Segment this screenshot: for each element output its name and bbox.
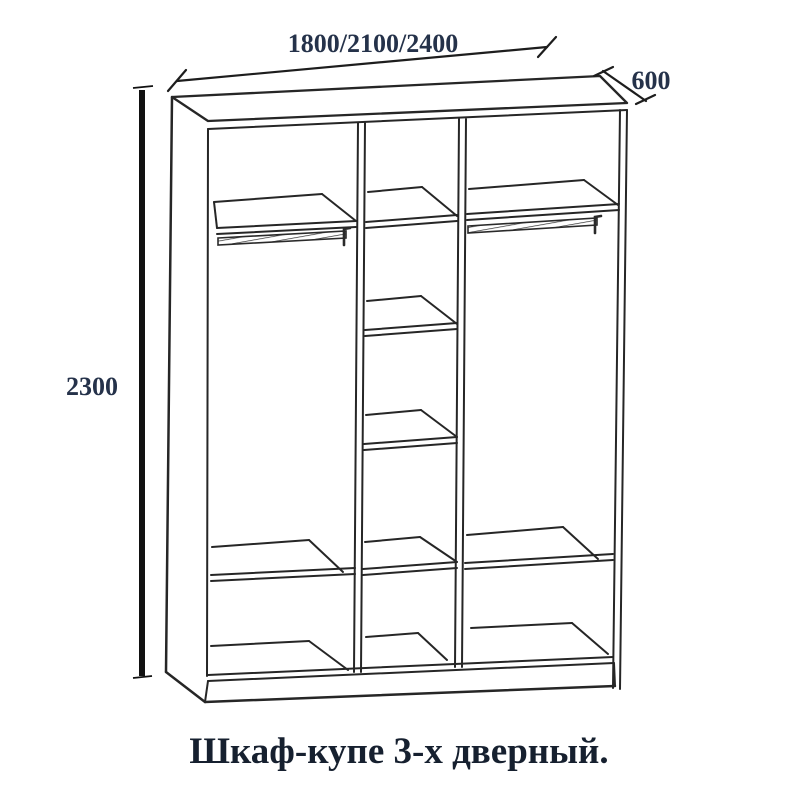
shelf-middle-1	[366, 187, 457, 228]
shelf-right-lower	[465, 527, 613, 569]
shelf-middle-3	[364, 410, 457, 450]
depth-dimension-label: 600	[631, 66, 671, 95]
plinth	[205, 657, 615, 702]
floor-middle	[366, 633, 447, 660]
left-wall	[166, 97, 208, 702]
wardrobe-drawing	[166, 76, 627, 702]
dimension-height	[66, 86, 153, 678]
top-panel	[172, 76, 627, 129]
floor-left	[211, 641, 348, 670]
shelf-left-top	[214, 194, 356, 234]
divider-left	[354, 123, 365, 672]
shelf-left-lower	[211, 540, 355, 581]
floor-right	[471, 623, 608, 654]
shelf-right-top	[467, 180, 619, 220]
shelf-middle-2	[365, 296, 457, 336]
height-dimension-label: 2300	[66, 372, 118, 401]
shelf-middle-4	[363, 537, 457, 575]
caption: Шкаф-купе 3-х дверный.	[189, 731, 609, 772]
width-dimension-label: 1800/2100/2400	[287, 29, 459, 58]
divider-right	[455, 119, 466, 667]
right-wall	[613, 110, 627, 689]
